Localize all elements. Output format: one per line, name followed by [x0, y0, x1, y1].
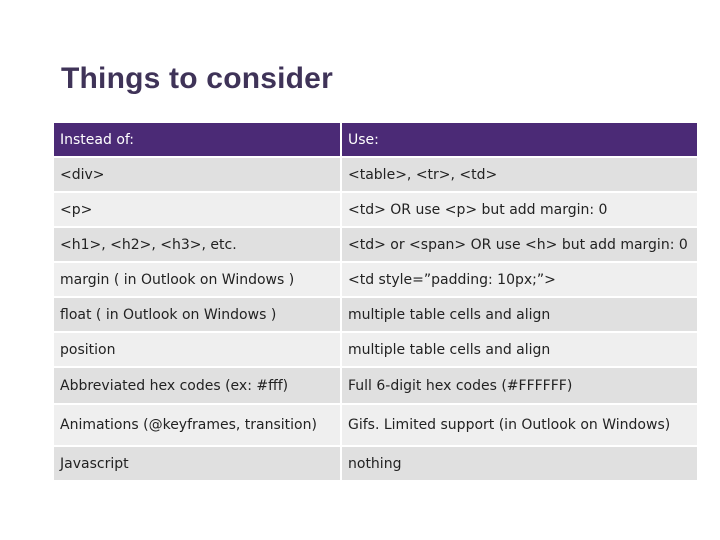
instead-of-cell: <h1>, <h2>, <h3>, etc.: [54, 228, 340, 261]
table-row: [54, 333, 697, 366]
table-row: [54, 158, 697, 191]
use-cell: multiple table cells and align: [342, 333, 697, 366]
use-cell: <td style=”padding: 10px;”>: [342, 263, 697, 296]
table-header-row: [54, 123, 697, 156]
instead-of-cell: <p>: [54, 193, 340, 226]
table-row: [54, 405, 697, 445]
table-row: [54, 193, 697, 226]
header-instead-of: Instead of:: [54, 123, 340, 156]
comparison-table: [52, 121, 699, 482]
table-row: [54, 263, 697, 296]
slide-title: Things to consider: [61, 62, 333, 95]
use-cell: multiple table cells and align: [342, 298, 697, 331]
table-row: [54, 228, 697, 261]
use-cell: Gifs. Limited support (in Outlook on Windows): [342, 405, 697, 445]
instead-of-cell: margin ( in Outlook on Windows ): [54, 263, 340, 296]
table-row: [54, 298, 697, 331]
instead-of-cell: position: [54, 333, 340, 366]
use-cell: <td> or <span> OR use <h> but add margin: 0: [342, 228, 697, 261]
instead-of-cell: float ( in Outlook on Windows ): [54, 298, 340, 331]
header-use: Use:: [342, 123, 697, 156]
instead-of-cell: Animations (@keyframes, transition): [54, 405, 340, 445]
use-cell: nothing: [342, 447, 697, 480]
instead-of-cell: Javascript: [54, 447, 340, 480]
instead-of-cell: <div>: [54, 158, 340, 191]
use-cell: Full 6-digit hex codes (#FFFFFF): [342, 368, 697, 403]
instead-of-cell: Abbreviated hex codes (ex: #fff): [54, 368, 340, 403]
use-cell: <table>, <tr>, <td>: [342, 158, 697, 191]
table-row: [54, 447, 697, 480]
use-cell: <td> OR use <p> but add margin: 0: [342, 193, 697, 226]
table-row: [54, 368, 697, 403]
